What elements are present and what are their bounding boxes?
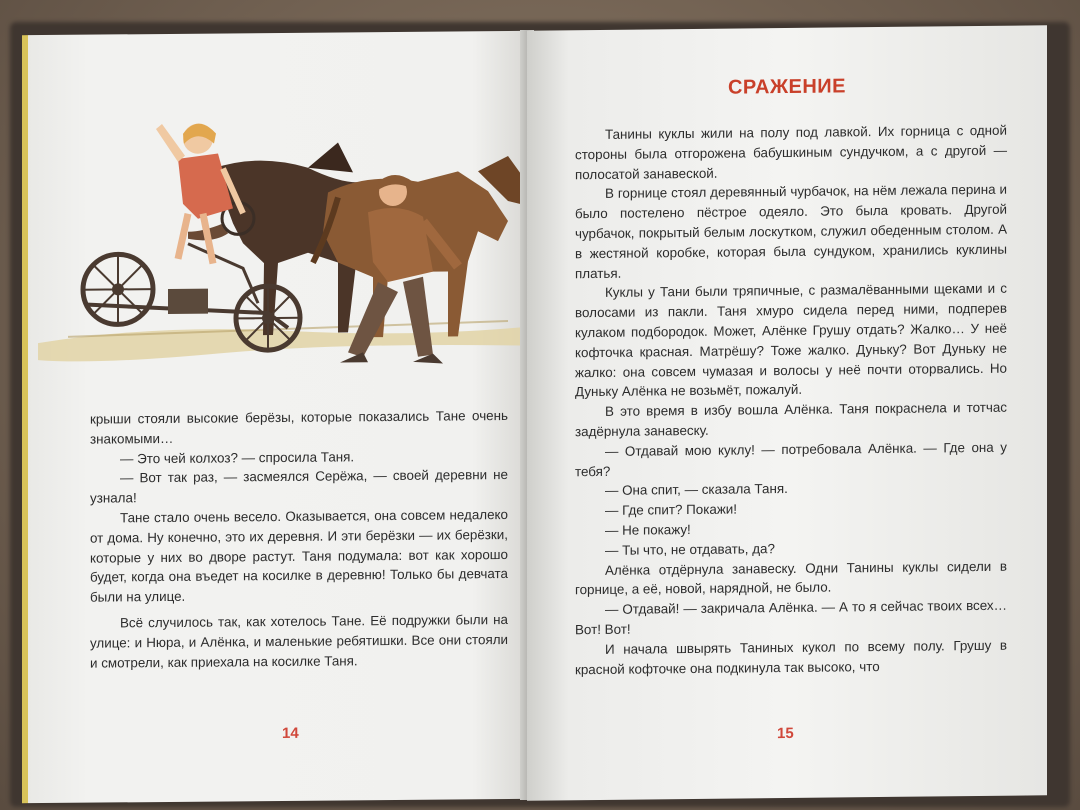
illustration-mower-horses xyxy=(38,71,533,375)
left-page-text xyxy=(90,406,508,673)
chapter-title: СРАЖЕНИЕ xyxy=(727,75,847,99)
paragraph: — Это чей колхоз? — спросила Таня. xyxy=(120,448,355,466)
paragraph: В это время в избу вошла Алёнка. Таня покраснела и тотчас задёрнула занавеску. xyxy=(575,399,1007,440)
paragraph: — Вот так раз, — засмеялся Серёжа, — своей деревни не узнала! xyxy=(90,467,508,506)
paragraph: Алёнка отдёрнула занавеску. Одни Танины куклы сидели в горнице, а её, новой, нарядной, не было. xyxy=(575,558,1007,598)
paragraph: Куклы у Тани были тряпичные, с размалёванными щеками и с волосами из пакли. Таня хмуро сидела перед ними, подперев кулаком подбородок. Может, Алёнке Грушу отдать? Жалко… У неё кофточка красная. Матрёшу? Тоже жалко. Дуньку? Вот Дуньку не жалко: она совсем чумазая и волосы у неё почти оторвались. Но Дуньку Алёнка не возьмёт, пожалуй. xyxy=(575,281,1007,400)
paragraph: — Где спит? Покажи! xyxy=(605,501,738,519)
paragraph: В горнице стоял деревянный чурбачок, на нём лежала перина и было постелено пёстрое одеяло. Это была кровать. Другой чурбачок, покрытый белым лоскутком, служил обеденным столом. А в жестяной коробке, которая была сундуком, хранились куклины платья. xyxy=(575,182,1007,281)
page-number: 15 xyxy=(777,724,794,743)
right-page-text xyxy=(575,121,1007,680)
left-page xyxy=(22,31,533,803)
paragraph: И начала швырять Таниных кукол по всему полу. Грушу в красной кофточке она подкинула так высоко, что xyxy=(575,637,1007,677)
paragraph: крыши стояли высокие берёзы, которые показались Тане очень знакомыми… xyxy=(90,407,508,447)
page-number: 14 xyxy=(282,724,299,742)
right-page xyxy=(527,25,1047,800)
paragraph: — Не покажу! xyxy=(605,521,691,538)
paragraph: — Ты что, не отдавать, да? xyxy=(605,540,775,558)
paragraph: — Отдавай мою куклу! — потребовала Алёнка. — Где она у тебя? xyxy=(575,439,1007,479)
paragraph: — Отдавай! — закричала Алёнка. — А то я сейчас твоих всех… Вот! Вот! xyxy=(575,597,1007,638)
paragraph: — Она спит, — сказала Таня. xyxy=(605,481,788,499)
paragraph: Танины куклы жили на полу под лавкой. Их горница с одной стороны была отгорожена бабушкиным сундучком, а с другой — полосатой занавеской. xyxy=(575,122,1007,182)
paragraph: Тане стало очень весело. Оказывается, она совсем недалеко от дома. Ну конечно, это их деревня. И эти берёзки — их берёзки, которые у них во дворе растут. Таня подумала: вот как хорошо будет, когда она въедет на косилке в деревню! Только бы девчата были на улице. xyxy=(90,506,508,605)
paragraph: Всё случилось так, как хотелось Тане. Её подружки были на улице: и Нюра, и Алёнка, и маленькие ребятишки. Все они стояли и смотрели, как приехала на косилке Таня. xyxy=(90,611,508,671)
